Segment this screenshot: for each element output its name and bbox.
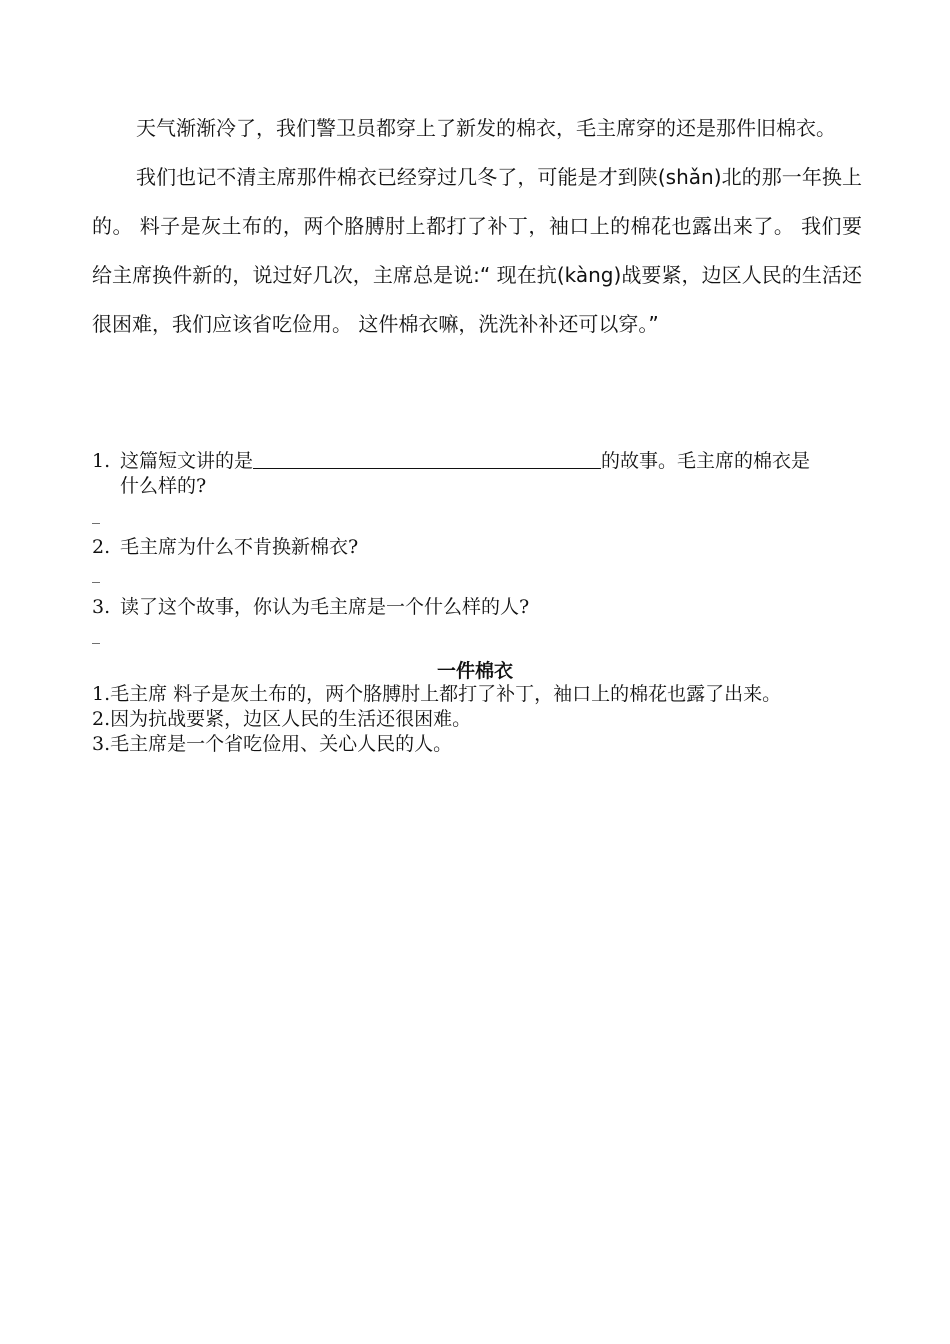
question-text: 读了这个故事，你认为毛主席是一个什么样的人?	[120, 596, 530, 618]
answer-key-title: 一件棉衣	[436, 660, 513, 682]
answer-item-1: 1.毛主席 料子是灰土布的，两个胳膊肘上都打了补丁，袖口上的棉花也露了出来。	[92, 683, 782, 705]
question-1	[92, 449, 862, 499]
question-text-after: 的故事。毛主席的棉衣是	[601, 450, 811, 472]
answer-key	[92, 682, 862, 757]
question-text: 毛主席为什么不肯换新棉衣?	[120, 536, 359, 558]
answer-item-2: 2.因为抗战要紧，边区人民的生活还很困难。	[92, 708, 472, 730]
question-number: 2.	[92, 536, 111, 558]
question-2	[92, 535, 862, 560]
answer-line-3[interactable]: _	[92, 625, 100, 644]
story-passage	[92, 104, 862, 349]
question-3	[92, 595, 862, 620]
answer-item-3: 3.毛主席是一个省吃俭用、关心人民的人。	[92, 733, 453, 755]
question-text-continued: 什么样的?	[120, 475, 207, 497]
answer-line-1[interactable]: _	[92, 505, 100, 524]
answer-line-2[interactable]: _	[92, 564, 100, 583]
answer-blank[interactable]	[253, 449, 601, 469]
question-number: 1.	[92, 450, 111, 472]
passage-paragraph-1: 天气渐渐冷了，我们警卫员都穿上了新发的棉衣，毛主席穿的还是那件旧棉衣。	[136, 116, 836, 140]
question-number: 3.	[92, 596, 111, 618]
question-text-before: 这篇短文讲的是	[120, 450, 254, 472]
passage-paragraph-2: 我们也记不清主席那件棉衣已经穿过几冬了，可能是才到陕(shǎn)北的那一年换上的。 料子是灰土布的，两个胳膊肘上都打了补丁，袖口上的棉花也露出来了。 我们要给主席换件新的，说过好几次，主席总是说:“ 现在抗(kàng)战要紧，边区人民的生活还很困难，我们应该省吃俭用。 这件棉衣嘛，洗洗补补还可以穿。”	[92, 165, 862, 336]
